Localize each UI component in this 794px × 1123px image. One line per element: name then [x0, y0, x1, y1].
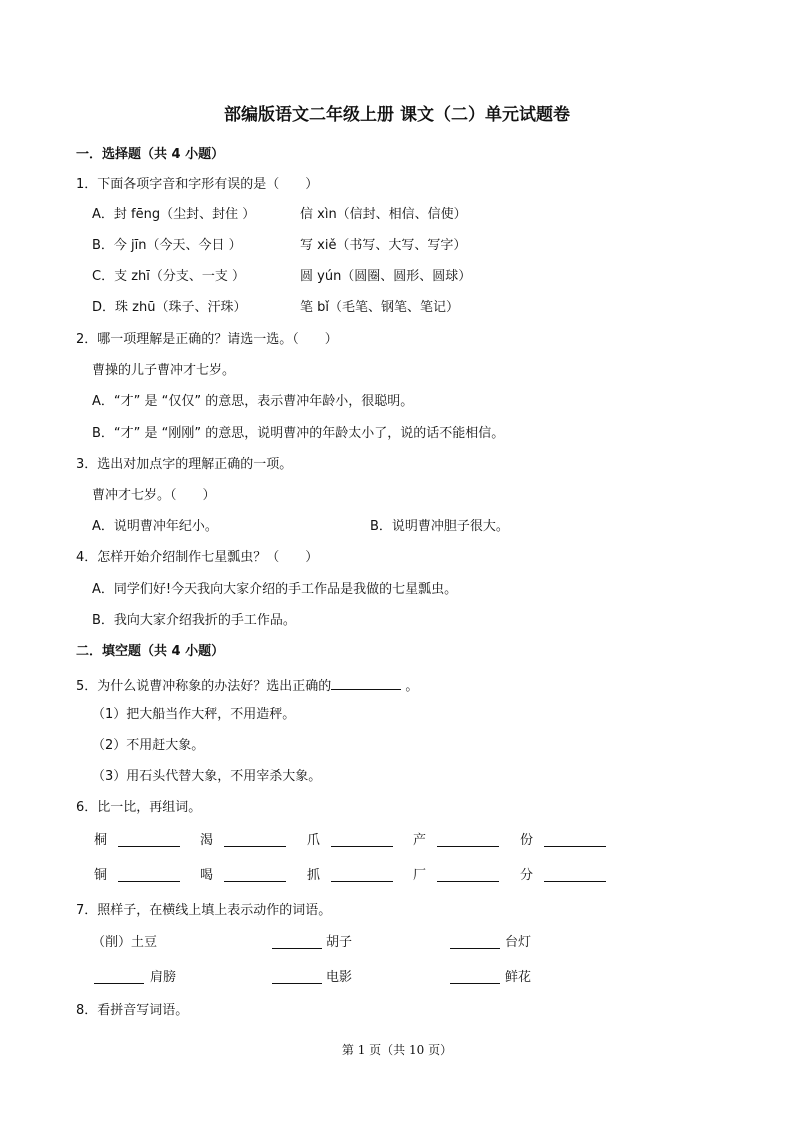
- q3-option-b: B．说明曹冲胆子很大。: [370, 519, 509, 534]
- q5-option-1: （1）把大船当作大秤，不用造秤。: [92, 707, 296, 722]
- q7-blank[interactable]: [94, 969, 144, 984]
- q5-stem-line: [76, 675, 418, 696]
- section-heading-fill: 二．填空题（共 4 小题）: [76, 644, 225, 659]
- q1-option-c-right: 圆 yún（圆圈、圆形、圆球）: [300, 269, 472, 284]
- q6-blank[interactable]: [224, 832, 286, 847]
- q6-blank[interactable]: [331, 832, 393, 847]
- q3-stem: 3．选出对加点字的理解正确的一项。: [76, 457, 293, 472]
- q6-blank[interactable]: [437, 867, 499, 882]
- q7-word-movie: 电影: [326, 970, 353, 985]
- q6-char: 喝: [200, 868, 214, 883]
- q5-option-3: （3）用石头代替大象，不用宰杀大象。: [92, 769, 322, 784]
- q6-char: 抓: [307, 868, 321, 883]
- q5-answer-blank[interactable]: [331, 675, 401, 690]
- q6-char: 份: [520, 833, 534, 848]
- page-title: 部编版语文二年级上册 课文（二）单元试题卷: [224, 105, 570, 125]
- q7-word-beard: 胡子: [326, 935, 353, 950]
- q6-blank[interactable]: [224, 867, 286, 882]
- q6-char: 铜: [94, 868, 108, 883]
- q1-stem: 1．下面各项字音和字形有误的是（ ）: [76, 177, 319, 192]
- q2-context: 曹操的儿子曹冲才七岁。: [92, 363, 236, 378]
- q1-option-a-right: 信 xìn（信封、相信、信使）: [300, 207, 467, 222]
- q1-option-b-right: 写 xiě（书写、大写、写字）: [300, 238, 467, 253]
- q8-stem: 8．看拼音写词语。: [76, 1003, 189, 1018]
- q3-context: 曹冲才七岁。（ ）: [92, 488, 216, 503]
- q6-blank[interactable]: [544, 867, 606, 882]
- q6-char: 分: [520, 868, 534, 883]
- q1-option-c-left: C．支 zhī（分支、一支 ）: [92, 269, 246, 284]
- q6-char: 桐: [94, 833, 108, 848]
- q4-stem: 4．怎样开始介绍制作七星瓢虫？（ ）: [76, 550, 319, 565]
- q5-stem-end: 。: [405, 679, 419, 694]
- q6-char: 渴: [200, 833, 214, 848]
- section-heading-choice: 一．选择题（共 4 小题）: [76, 147, 225, 162]
- q6-char: 厂: [413, 868, 427, 883]
- q5-option-2: （2）不用赶大象。: [92, 738, 205, 753]
- q6-blank[interactable]: [544, 832, 606, 847]
- q2-option-a: A．“才” 是 “仅仅” 的意思，表示曹冲年龄小，很聪明。: [92, 394, 414, 409]
- q2-option-b: B．“才” 是 “刚刚” 的意思，说明曹冲的年龄太小了，说的话不能相信。: [92, 426, 505, 441]
- q1-option-d-left: D．珠 zhū（珠子、汗珠）: [92, 300, 247, 315]
- q7-blank[interactable]: [272, 934, 322, 949]
- q6-blank[interactable]: [118, 867, 180, 882]
- q6-blank[interactable]: [331, 867, 393, 882]
- page-footer: 第 1 页（共 10 页）: [341, 1043, 453, 1057]
- q7-word-flower: 鲜花: [505, 970, 532, 985]
- q7-word-shoulder: 肩膀: [150, 970, 177, 985]
- q6-stem: 6．比一比，再组词。: [76, 800, 202, 815]
- q6-char: 产: [413, 833, 427, 848]
- q2-stem: 2．哪一项理解是正确的？请选一选。（ ）: [76, 332, 338, 347]
- q7-blank[interactable]: [450, 969, 500, 984]
- q7-word-lamp: 台灯: [505, 935, 532, 950]
- q6-blank[interactable]: [437, 832, 499, 847]
- q7-blank[interactable]: [272, 969, 322, 984]
- q1-option-d-right: 笔 bǐ（毛笔、钢笔、笔记）: [300, 300, 459, 315]
- q1-option-a-left: A．封 fēng（尘封、封住 ）: [92, 207, 256, 222]
- q6-blank[interactable]: [118, 832, 180, 847]
- q7-blank[interactable]: [450, 934, 500, 949]
- q7-example: （削）土豆: [92, 935, 158, 950]
- q1-option-b-left: B．今 jīn（今天、今日 ）: [92, 238, 242, 253]
- q4-option-a: A．同学们好!今天我向大家介绍的手工作品是我做的七星瓢虫。: [92, 582, 458, 597]
- q3-option-a: A．说明曹冲年纪小。: [92, 519, 218, 534]
- q5-stem: 5．为什么说曹冲称象的办法好？选出正确的: [76, 679, 332, 694]
- q7-stem: 7．照样子，在横线上填上表示动作的词语。: [76, 903, 332, 918]
- q4-option-b: B．我向大家介绍我折的手工作品。: [92, 613, 296, 628]
- q6-char: 爪: [307, 833, 321, 848]
